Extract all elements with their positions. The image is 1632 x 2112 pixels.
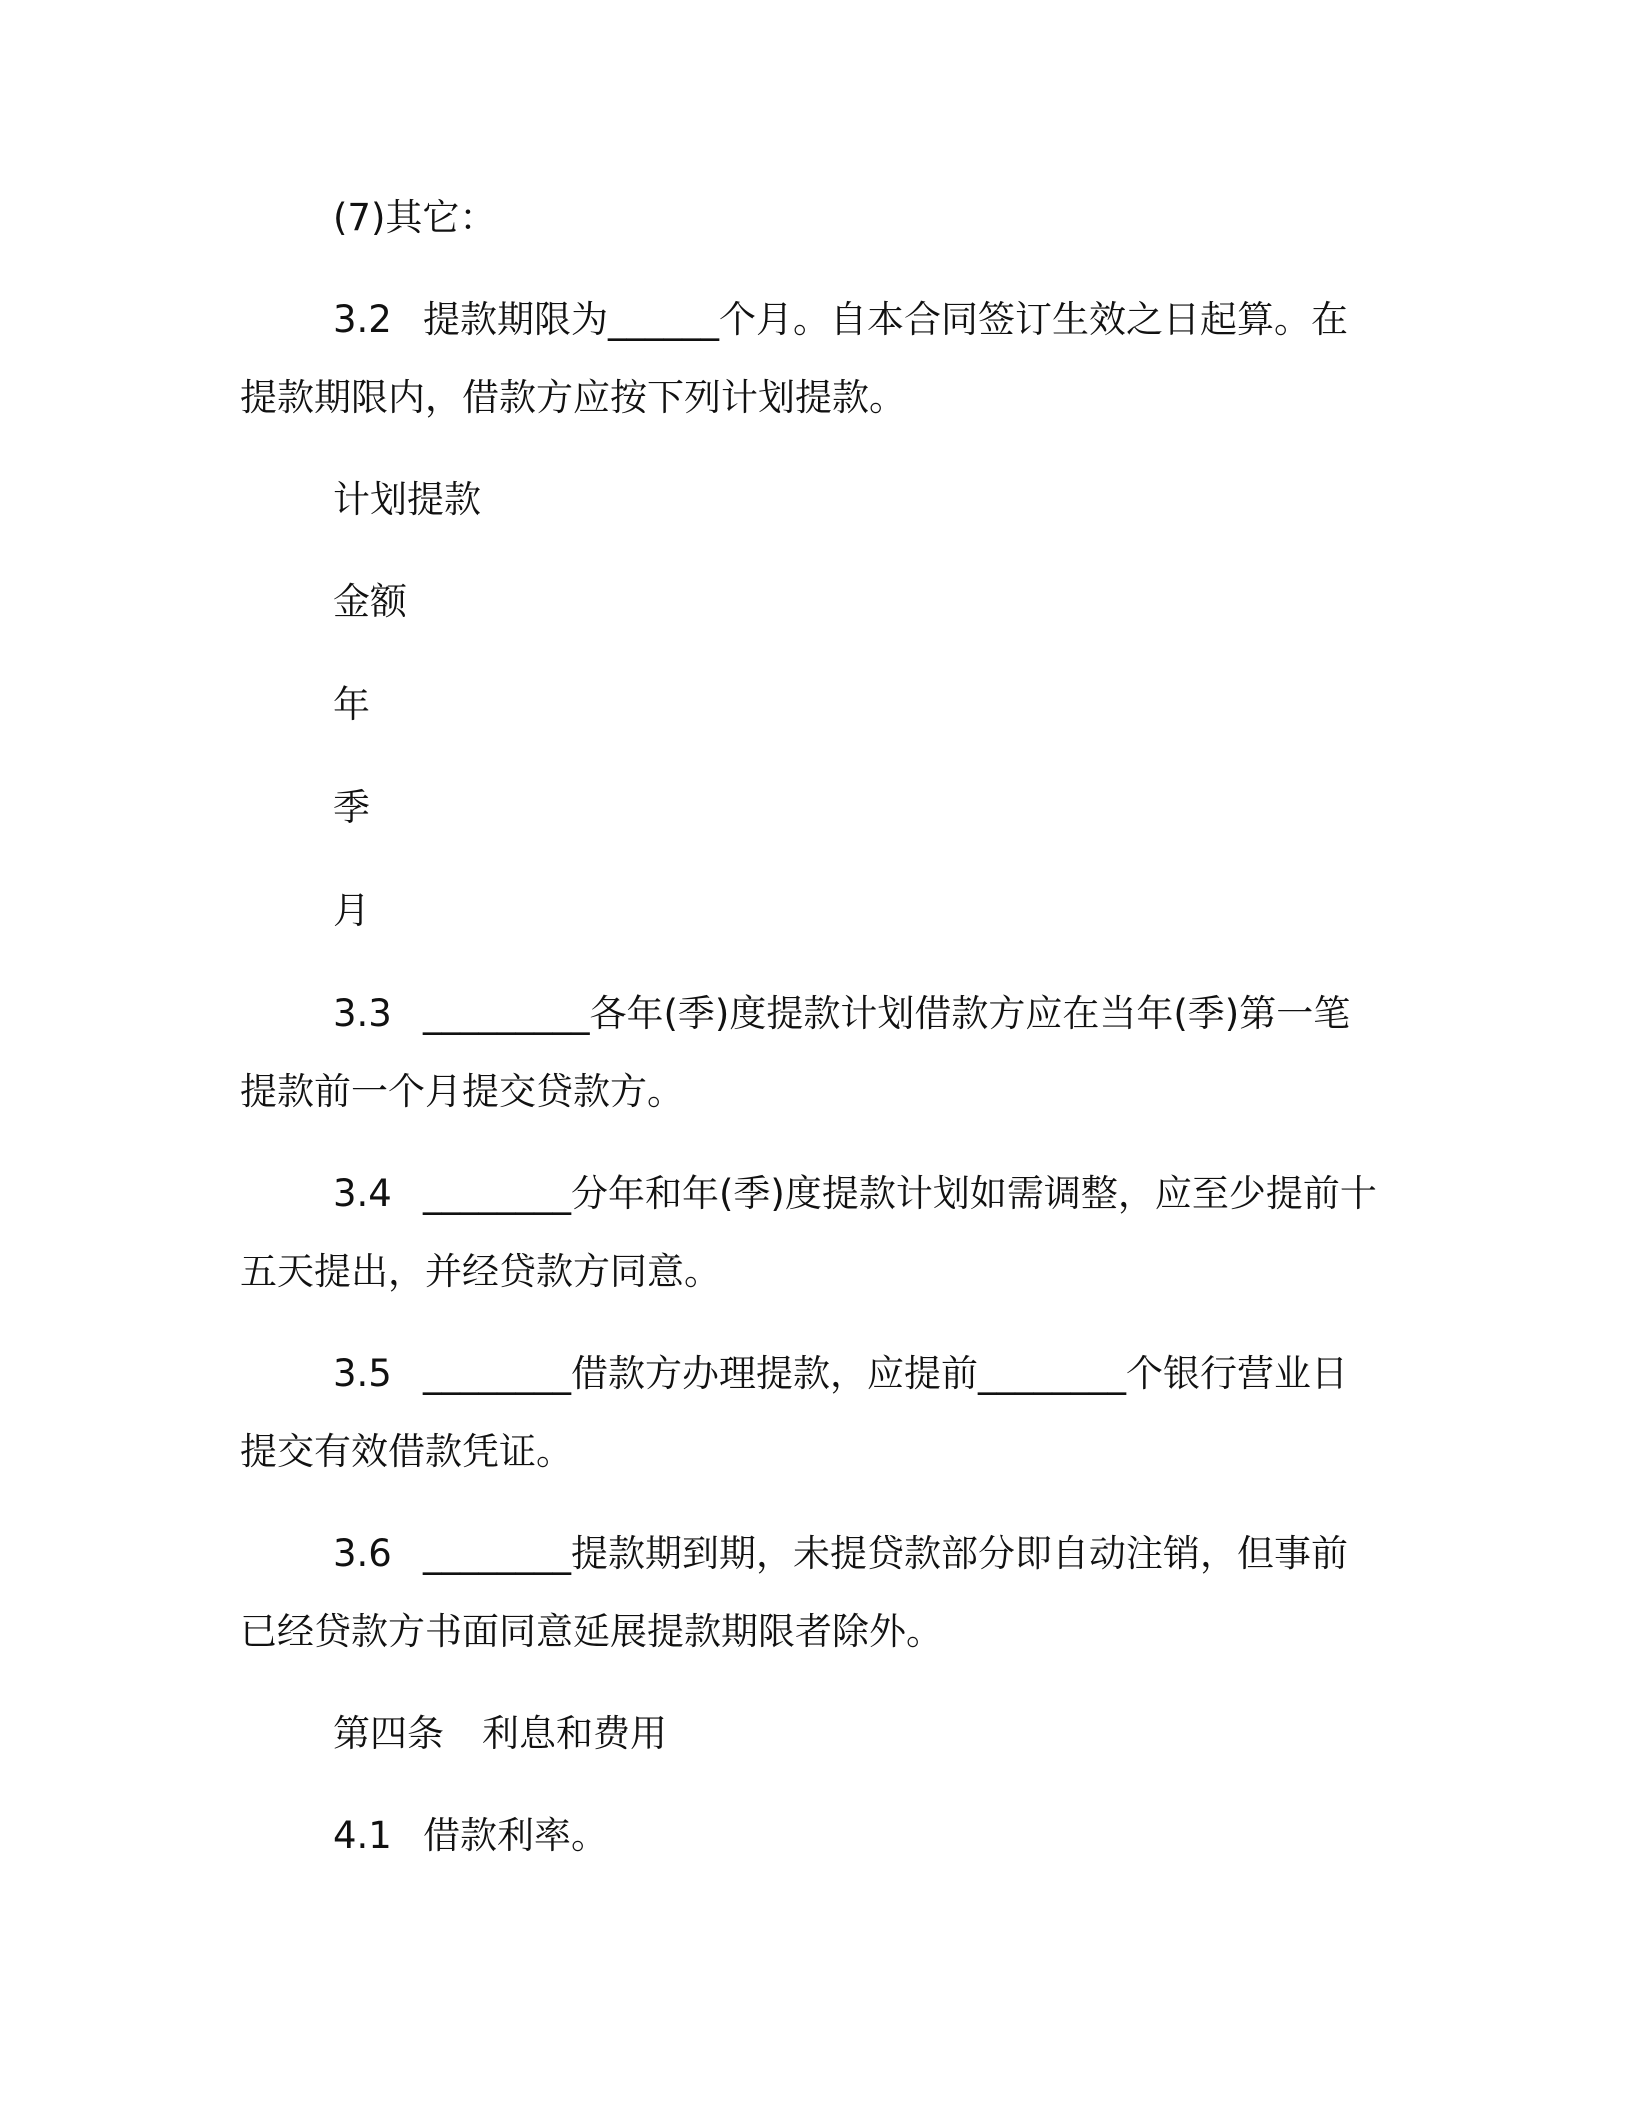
clause-number: 3.5 <box>333 1352 392 1395</box>
clause-3-5-line-1 <box>333 1350 1348 1398</box>
clause-3-6-line-1 <box>333 1530 1348 1578</box>
clause-number: 3.6 <box>333 1532 392 1575</box>
clause-3-2-line-2 <box>240 374 906 422</box>
schedule-label-plan <box>333 476 481 524</box>
line-text: 金额 <box>333 580 407 623</box>
clause-4-1 <box>333 1812 608 1860</box>
clause-number: 3.3 <box>333 992 392 1035</box>
line-text: 借款利率。 <box>423 1814 608 1857</box>
article-number: 第四条 <box>333 1712 444 1755</box>
line-text: 季 <box>333 786 370 829</box>
line-text: ________分年和年(季)度提款计划如需调整，应至少提前十 <box>423 1172 1377 1215</box>
article-title: 利息和费用 <box>482 1712 667 1755</box>
line-text: 提款期限内，借款方应按下列计划提款。 <box>240 376 906 419</box>
line-text: ________提款期到期，未提贷款部分即自动注销，但事前 <box>423 1532 1348 1575</box>
article-4-heading <box>333 1710 667 1758</box>
clause-3-3-line-1 <box>333 990 1350 1038</box>
schedule-label-month <box>333 887 370 935</box>
line-text: 提交有效借款凭证。 <box>240 1430 573 1473</box>
clause-number: 3.4 <box>333 1172 392 1215</box>
clause-number: 3.2 <box>333 298 392 341</box>
clause-3-5-line-2 <box>240 1428 573 1476</box>
line-text: 月 <box>333 889 370 932</box>
clause-3-4-line-1 <box>333 1170 1377 1218</box>
line-text: ________借款方办理提款，应提前________个银行营业日 <box>423 1352 1348 1395</box>
clause-3-3-line-2 <box>240 1068 684 1116</box>
schedule-label-amount <box>333 578 407 626</box>
clause-7-other <box>333 194 496 242</box>
line-text: 五天提出，并经贷款方同意。 <box>240 1250 721 1293</box>
clause-3-2-line-1 <box>333 296 1348 344</box>
line-text: 年 <box>333 683 370 726</box>
line-text: 计划提款 <box>333 478 481 521</box>
schedule-label-year <box>333 681 370 729</box>
clause-3-6-line-2 <box>240 1608 943 1656</box>
line-text: (7)其它： <box>333 196 497 239</box>
line-text: 提款期限为______个月。自本合同签订生效之日起算。在 <box>423 298 1348 341</box>
line-text: 已经贷款方书面同意延展提款期限者除外。 <box>240 1610 943 1653</box>
line-text: 提款前一个月提交贷款方。 <box>240 1070 684 1113</box>
clause-3-4-line-2 <box>240 1248 721 1296</box>
clause-number: 4.1 <box>333 1814 392 1857</box>
schedule-label-quarter <box>333 784 370 832</box>
line-text: _________各年(季)度提款计划借款方应在当年(季)第一笔 <box>423 992 1351 1035</box>
